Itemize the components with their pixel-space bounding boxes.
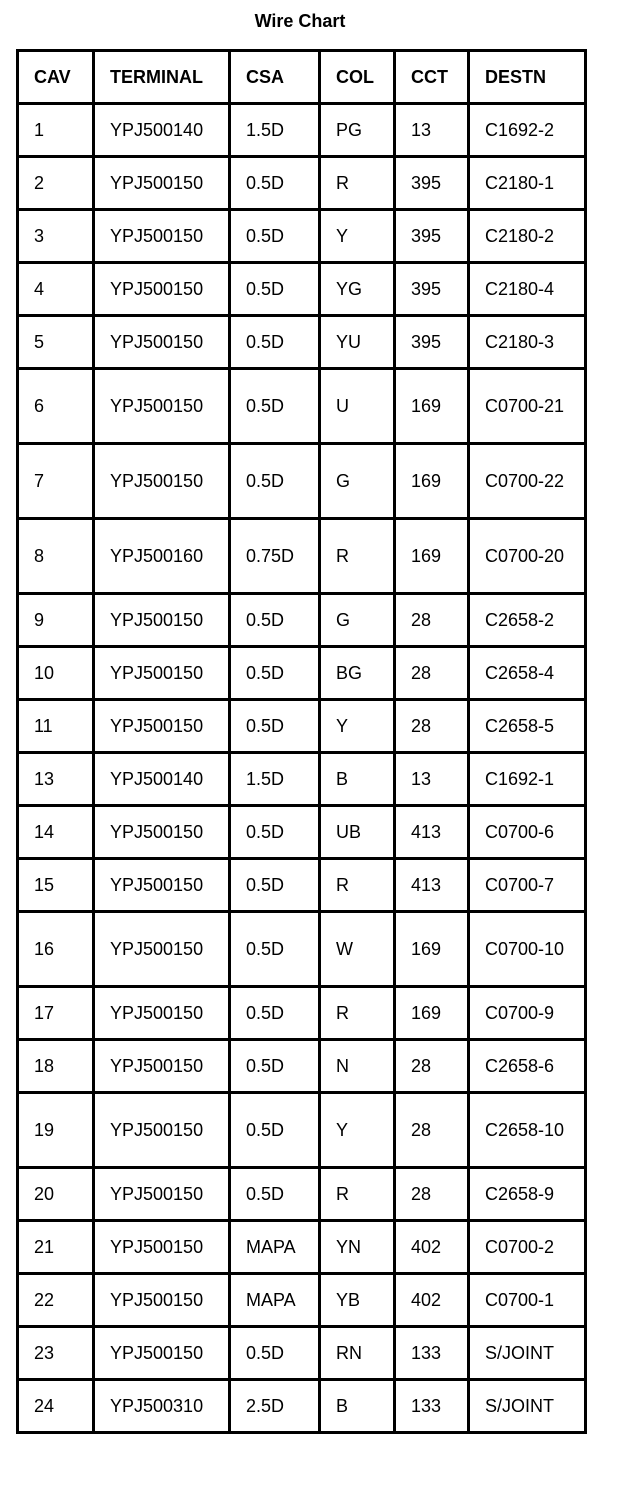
cell-terminal: YPJ500150 <box>94 1221 230 1274</box>
table-row <box>18 806 586 859</box>
cell-col: YB <box>320 1274 395 1327</box>
cell-cav: 24 <box>18 1380 94 1433</box>
cell-terminal: YPJ500150 <box>94 806 230 859</box>
cell-cav: 8 <box>18 519 94 594</box>
cell-col: RN <box>320 1327 395 1380</box>
cell-cct: 169 <box>395 987 469 1040</box>
table-row <box>18 594 586 647</box>
cell-cav: 3 <box>18 210 94 263</box>
table-row <box>18 912 586 987</box>
cell-cav: 20 <box>18 1168 94 1221</box>
cell-col: PG <box>320 104 395 157</box>
header-terminal: TERMINAL <box>94 51 230 104</box>
table-row <box>18 987 586 1040</box>
cell-cav: 2 <box>18 157 94 210</box>
cell-cct: 13 <box>395 104 469 157</box>
table-header-row <box>18 51 586 104</box>
cell-cct: 13 <box>395 753 469 806</box>
cell-col: YN <box>320 1221 395 1274</box>
cell-cav: 11 <box>18 700 94 753</box>
table-row <box>18 859 586 912</box>
cell-terminal: YPJ500150 <box>94 647 230 700</box>
cell-cav: 22 <box>18 1274 94 1327</box>
table-row <box>18 1380 586 1433</box>
cell-cct: 395 <box>395 157 469 210</box>
header-cav: CAV <box>18 51 94 104</box>
cell-cct: 395 <box>395 210 469 263</box>
cell-col: G <box>320 444 395 519</box>
table-row <box>18 104 586 157</box>
cell-destn: S/JOINT <box>469 1380 586 1433</box>
cell-cct: 169 <box>395 369 469 444</box>
cell-destn: C2658-6 <box>469 1040 586 1093</box>
cell-col: YU <box>320 316 395 369</box>
cell-cav: 19 <box>18 1093 94 1168</box>
table-row <box>18 444 586 519</box>
cell-terminal: YPJ500140 <box>94 753 230 806</box>
cell-csa: 0.75D <box>230 519 320 594</box>
cell-cav: 21 <box>18 1221 94 1274</box>
cell-col: R <box>320 859 395 912</box>
table-row <box>18 316 586 369</box>
cell-csa: MAPA <box>230 1221 320 1274</box>
cell-cct: 169 <box>395 444 469 519</box>
cell-cav: 5 <box>18 316 94 369</box>
cell-terminal: YPJ500310 <box>94 1380 230 1433</box>
page-title: Wire Chart <box>254 11 346 31</box>
cell-col: Y <box>320 210 395 263</box>
cell-csa: 0.5D <box>230 987 320 1040</box>
cell-cav: 9 <box>18 594 94 647</box>
cell-terminal: YPJ500150 <box>94 157 230 210</box>
cell-col: R <box>320 1168 395 1221</box>
cell-cav: 15 <box>18 859 94 912</box>
cell-col: B <box>320 1380 395 1433</box>
cell-csa: 0.5D <box>230 594 320 647</box>
cell-col: U <box>320 369 395 444</box>
cell-terminal: YPJ500150 <box>94 594 230 647</box>
cell-cct: 133 <box>395 1380 469 1433</box>
cell-col: R <box>320 157 395 210</box>
cell-terminal: YPJ500150 <box>94 700 230 753</box>
cell-destn: C2658-9 <box>469 1168 586 1221</box>
cell-destn: C0700-22 <box>469 444 586 519</box>
cell-terminal: YPJ500150 <box>94 263 230 316</box>
table-row <box>18 753 586 806</box>
cell-csa: 0.5D <box>230 1168 320 1221</box>
cell-cav: 17 <box>18 987 94 1040</box>
cell-terminal: YPJ500150 <box>94 1040 230 1093</box>
cell-destn: C2658-4 <box>469 647 586 700</box>
cell-cav: 18 <box>18 1040 94 1093</box>
cell-destn: C1692-1 <box>469 753 586 806</box>
cell-destn: C0700-7 <box>469 859 586 912</box>
cell-destn: S/JOINT <box>469 1327 586 1380</box>
cell-csa: 0.5D <box>230 859 320 912</box>
cell-col: R <box>320 987 395 1040</box>
cell-csa: MAPA <box>230 1274 320 1327</box>
cell-terminal: YPJ500150 <box>94 1093 230 1168</box>
cell-cct: 169 <box>395 912 469 987</box>
table-row <box>18 1221 586 1274</box>
cell-destn: C0700-20 <box>469 519 586 594</box>
cell-destn: C0700-2 <box>469 1221 586 1274</box>
cell-csa: 2.5D <box>230 1380 320 1433</box>
cell-destn: C2658-5 <box>469 700 586 753</box>
cell-col: B <box>320 753 395 806</box>
cell-destn: C0700-9 <box>469 987 586 1040</box>
table-row <box>18 210 586 263</box>
cell-col: G <box>320 594 395 647</box>
cell-terminal: YPJ500150 <box>94 912 230 987</box>
cell-csa: 0.5D <box>230 912 320 987</box>
cell-cav: 14 <box>18 806 94 859</box>
cell-cct: 413 <box>395 806 469 859</box>
cell-terminal: YPJ500150 <box>94 1274 230 1327</box>
table-row <box>18 1093 586 1168</box>
cell-cav: 4 <box>18 263 94 316</box>
cell-cct: 402 <box>395 1221 469 1274</box>
cell-csa: 0.5D <box>230 700 320 753</box>
header-col: COL <box>320 51 395 104</box>
cell-terminal: YPJ500150 <box>94 1327 230 1380</box>
cell-csa: 0.5D <box>230 806 320 859</box>
cell-destn: C0700-1 <box>469 1274 586 1327</box>
table-row <box>18 369 586 444</box>
cell-destn: C0700-10 <box>469 912 586 987</box>
cell-cav: 23 <box>18 1327 94 1380</box>
cell-destn: C2180-2 <box>469 210 586 263</box>
cell-destn: C2180-1 <box>469 157 586 210</box>
cell-csa: 0.5D <box>230 1093 320 1168</box>
cell-cct: 28 <box>395 647 469 700</box>
cell-csa: 0.5D <box>230 647 320 700</box>
cell-destn: C0700-6 <box>469 806 586 859</box>
table-row <box>18 1168 586 1221</box>
wire-chart-table <box>16 49 587 1434</box>
cell-cav: 7 <box>18 444 94 519</box>
cell-terminal: YPJ500140 <box>94 104 230 157</box>
cell-cav: 1 <box>18 104 94 157</box>
cell-cct: 395 <box>395 316 469 369</box>
header-csa: CSA <box>230 51 320 104</box>
cell-cav: 16 <box>18 912 94 987</box>
table-body <box>18 104 586 1433</box>
cell-terminal: YPJ500150 <box>94 1168 230 1221</box>
table-row <box>18 647 586 700</box>
header-cct: CCT <box>395 51 469 104</box>
cell-destn: C2658-2 <box>469 594 586 647</box>
table-row <box>18 263 586 316</box>
cell-col: BG <box>320 647 395 700</box>
cell-csa: 0.5D <box>230 444 320 519</box>
cell-cct: 28 <box>395 594 469 647</box>
cell-csa: 0.5D <box>230 1327 320 1380</box>
cell-terminal: YPJ500150 <box>94 316 230 369</box>
cell-col: YG <box>320 263 395 316</box>
cell-destn: C2180-4 <box>469 263 586 316</box>
cell-csa: 1.5D <box>230 753 320 806</box>
cell-col: W <box>320 912 395 987</box>
cell-csa: 0.5D <box>230 316 320 369</box>
table-row <box>18 1274 586 1327</box>
cell-col: Y <box>320 700 395 753</box>
cell-col: N <box>320 1040 395 1093</box>
table-row <box>18 519 586 594</box>
cell-terminal: YPJ500150 <box>94 859 230 912</box>
cell-csa: 0.5D <box>230 157 320 210</box>
cell-terminal: YPJ500150 <box>94 210 230 263</box>
cell-cct: 28 <box>395 1168 469 1221</box>
cell-cct: 169 <box>395 519 469 594</box>
cell-cav: 13 <box>18 753 94 806</box>
table-row <box>18 157 586 210</box>
cell-cct: 413 <box>395 859 469 912</box>
cell-destn: C1692-2 <box>469 104 586 157</box>
cell-cct: 402 <box>395 1274 469 1327</box>
cell-cct: 28 <box>395 700 469 753</box>
cell-terminal: YPJ500150 <box>94 987 230 1040</box>
cell-col: UB <box>320 806 395 859</box>
cell-csa: 0.5D <box>230 263 320 316</box>
cell-cct: 133 <box>395 1327 469 1380</box>
table-row <box>18 1040 586 1093</box>
cell-terminal: YPJ500160 <box>94 519 230 594</box>
cell-cct: 28 <box>395 1093 469 1168</box>
cell-cav: 6 <box>18 369 94 444</box>
table-row <box>18 700 586 753</box>
table-row <box>18 1327 586 1380</box>
cell-csa: 0.5D <box>230 1040 320 1093</box>
cell-csa: 1.5D <box>230 104 320 157</box>
cell-csa: 0.5D <box>230 210 320 263</box>
cell-terminal: YPJ500150 <box>94 369 230 444</box>
cell-cct: 28 <box>395 1040 469 1093</box>
cell-cct: 395 <box>395 263 469 316</box>
cell-col: Y <box>320 1093 395 1168</box>
cell-destn: C2180-3 <box>469 316 586 369</box>
cell-destn: C2658-10 <box>469 1093 586 1168</box>
cell-terminal: YPJ500150 <box>94 444 230 519</box>
cell-destn: C0700-21 <box>469 369 586 444</box>
cell-csa: 0.5D <box>230 369 320 444</box>
cell-cav: 10 <box>18 647 94 700</box>
cell-col: R <box>320 519 395 594</box>
header-destn: DESTN <box>469 51 586 104</box>
